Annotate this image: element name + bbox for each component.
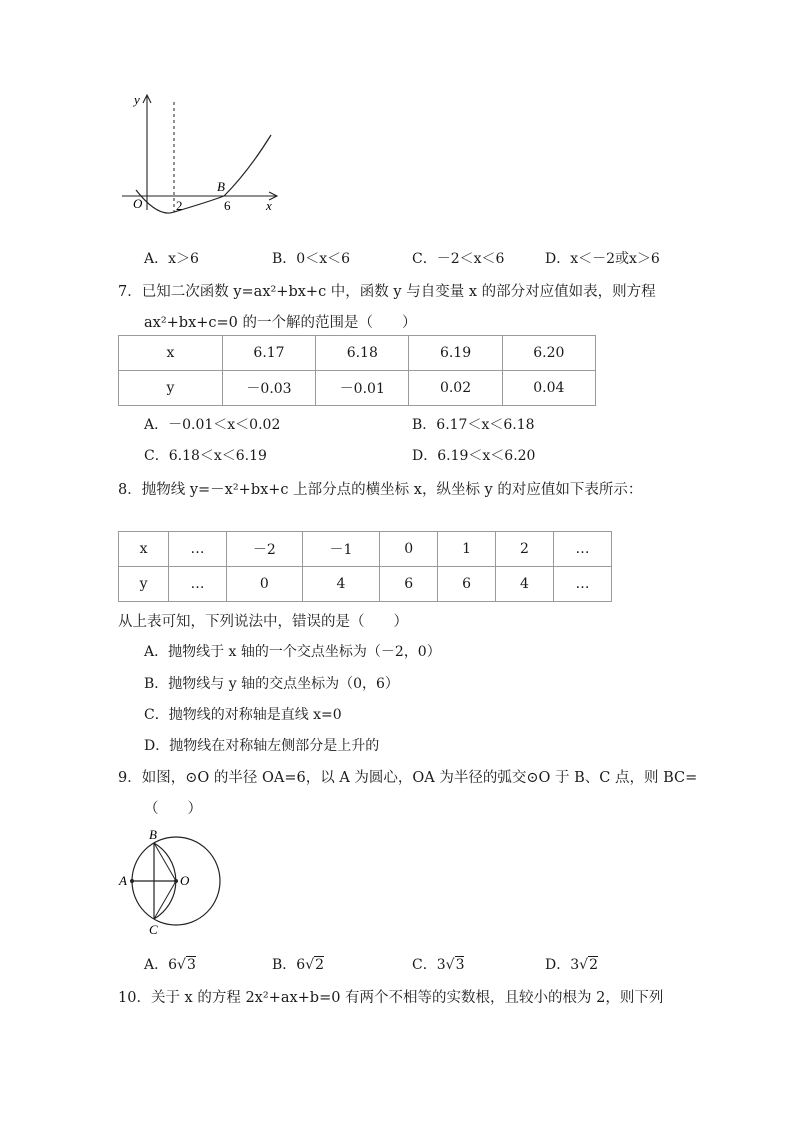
q7-option-c: C．6.18＜x＜6.19 — [144, 448, 267, 464]
q8-table-row-y — [119, 567, 612, 602]
x-axis-label: x — [266, 198, 272, 213]
table-cell: －0.03 — [222, 371, 315, 406]
point-b-label: B — [217, 179, 225, 194]
label-o: O — [180, 873, 190, 888]
option-radicand: 3 — [186, 957, 196, 973]
q7-value-table — [118, 335, 596, 406]
table-cell: 0.04 — [502, 371, 595, 406]
q8-option-a: A．抛物线于 x 轴的一个交点坐标为（－2，0） — [144, 644, 441, 660]
table-cell: … — [553, 567, 611, 602]
q8-stem-line2: 从上表可知，下列说法中，错误的是（ ） — [118, 614, 408, 630]
sqrt-symbol: √ — [579, 957, 589, 973]
table-cell: －0.01 — [316, 371, 409, 406]
option-coef: 6 — [168, 957, 178, 973]
sqrt-symbol: √ — [305, 957, 315, 973]
q9-option-d — [545, 954, 598, 974]
q9-option-b — [272, 954, 324, 974]
table-cell: x — [119, 532, 169, 567]
q7-option-d: D．6.19＜x＜6.20 — [412, 448, 536, 464]
tick-label-2: 2 — [176, 198, 183, 213]
table-cell: 4 — [496, 567, 554, 602]
table-cell: 6.20 — [502, 336, 595, 371]
q7-stem-line1: 7．已知二次函数 y=ax²+bx+c 中，函数 y 与自变量 x 的部分对应值如表，则方程 — [118, 284, 656, 300]
table-cell: －2 — [227, 532, 303, 567]
q8-option-c: C．抛物线的对称轴是直线 x=0 — [144, 707, 342, 723]
q7-option-b: B．6.17＜x＜6.18 — [412, 417, 535, 433]
q8-option-d: D．抛物线在对称轴左侧部分是上升的 — [144, 738, 380, 754]
q7-option-a: A．－0.01＜x＜0.02 — [144, 417, 281, 433]
option-radicand: 3 — [455, 957, 465, 973]
label-b: B — [149, 827, 157, 842]
table-cell: 6 — [380, 567, 438, 602]
q9-stem-line2: （ ） — [144, 801, 202, 817]
segment-bo — [154, 843, 176, 881]
option-prefix: C． — [412, 957, 437, 973]
q8-stem-line1: 8．抛物线 y=－x²+bx+c 上部分点的横坐标 x，纵坐标 y 的对应值如下表所示： — [118, 482, 643, 498]
label-a: A — [119, 873, 127, 888]
table-cell: 6.19 — [409, 336, 502, 371]
table-cell: x — [119, 336, 223, 371]
option-coef: 6 — [296, 957, 306, 973]
q7-table-row-y — [119, 371, 596, 406]
q9-option-a — [144, 954, 196, 974]
table-cell: 6 — [438, 567, 496, 602]
option-radicand: 2 — [589, 957, 598, 973]
sqrt-symbol: √ — [445, 957, 455, 973]
table-cell: 1 — [438, 532, 496, 567]
option-prefix: B． — [272, 957, 297, 973]
q9-option-c — [412, 954, 464, 974]
option-prefix: A． — [144, 957, 169, 973]
q8-table-row-x — [119, 532, 612, 567]
segment-co — [154, 881, 176, 919]
q6-parabola-graph — [118, 90, 283, 220]
q10-stem-line1: 10．关于 x 的方程 2x²+ax+b=0 有两个不相等的实数根，且较小的根为 2，则下列 — [118, 990, 664, 1006]
table-cell: 0 — [380, 532, 438, 567]
table-cell: y — [119, 567, 169, 602]
q8-option-b: B．抛物线与 y 轴的交点坐标为（0，6） — [144, 676, 399, 692]
option-prefix: D． — [545, 957, 571, 973]
label-c: C — [149, 922, 158, 937]
option-coef: 3 — [570, 957, 580, 973]
table-cell: 6.17 — [222, 336, 315, 371]
table-cell: … — [169, 567, 227, 602]
point-o — [174, 879, 178, 883]
option-radicand: 2 — [315, 957, 325, 973]
table-cell: 2 — [496, 532, 554, 567]
q6-option-d: D．x＜－2或x＞6 — [545, 251, 660, 267]
parabola-curve — [136, 135, 271, 213]
table-cell: … — [553, 532, 611, 567]
table-cell: 4 — [302, 567, 380, 602]
tick-label-6: 6 — [224, 198, 231, 213]
table-cell: 0 — [227, 567, 303, 602]
q6-option-b: B．0＜x＜6 — [272, 251, 350, 267]
sqrt-symbol: √ — [177, 957, 186, 973]
q6-option-a: A．x＞6 — [144, 251, 199, 267]
q7-table-row-x — [119, 336, 596, 371]
q7-stem-line2: ax²+bx+c=0 的一个解的范围是（ ） — [144, 315, 417, 331]
point-a — [130, 879, 134, 883]
table-cell: … — [169, 532, 227, 567]
table-cell: 0.02 — [409, 371, 502, 406]
y-axis-label: y — [134, 92, 140, 107]
q6-option-c: C．－2＜x＜6 — [412, 251, 505, 267]
q9-stem-line1: 9．如图，⊙O 的半径 OA=6，以 A 为圆心，OA 为半径的弧交⊙O 于 B、C 点，则 BC= — [118, 770, 698, 786]
origin-label: O — [133, 196, 143, 211]
q8-value-table — [118, 531, 612, 602]
table-cell: 6.18 — [316, 336, 409, 371]
table-cell: y — [119, 371, 223, 406]
option-coef: 3 — [436, 957, 446, 973]
table-cell: －1 — [302, 532, 380, 567]
q9-circle-figure — [116, 822, 228, 940]
